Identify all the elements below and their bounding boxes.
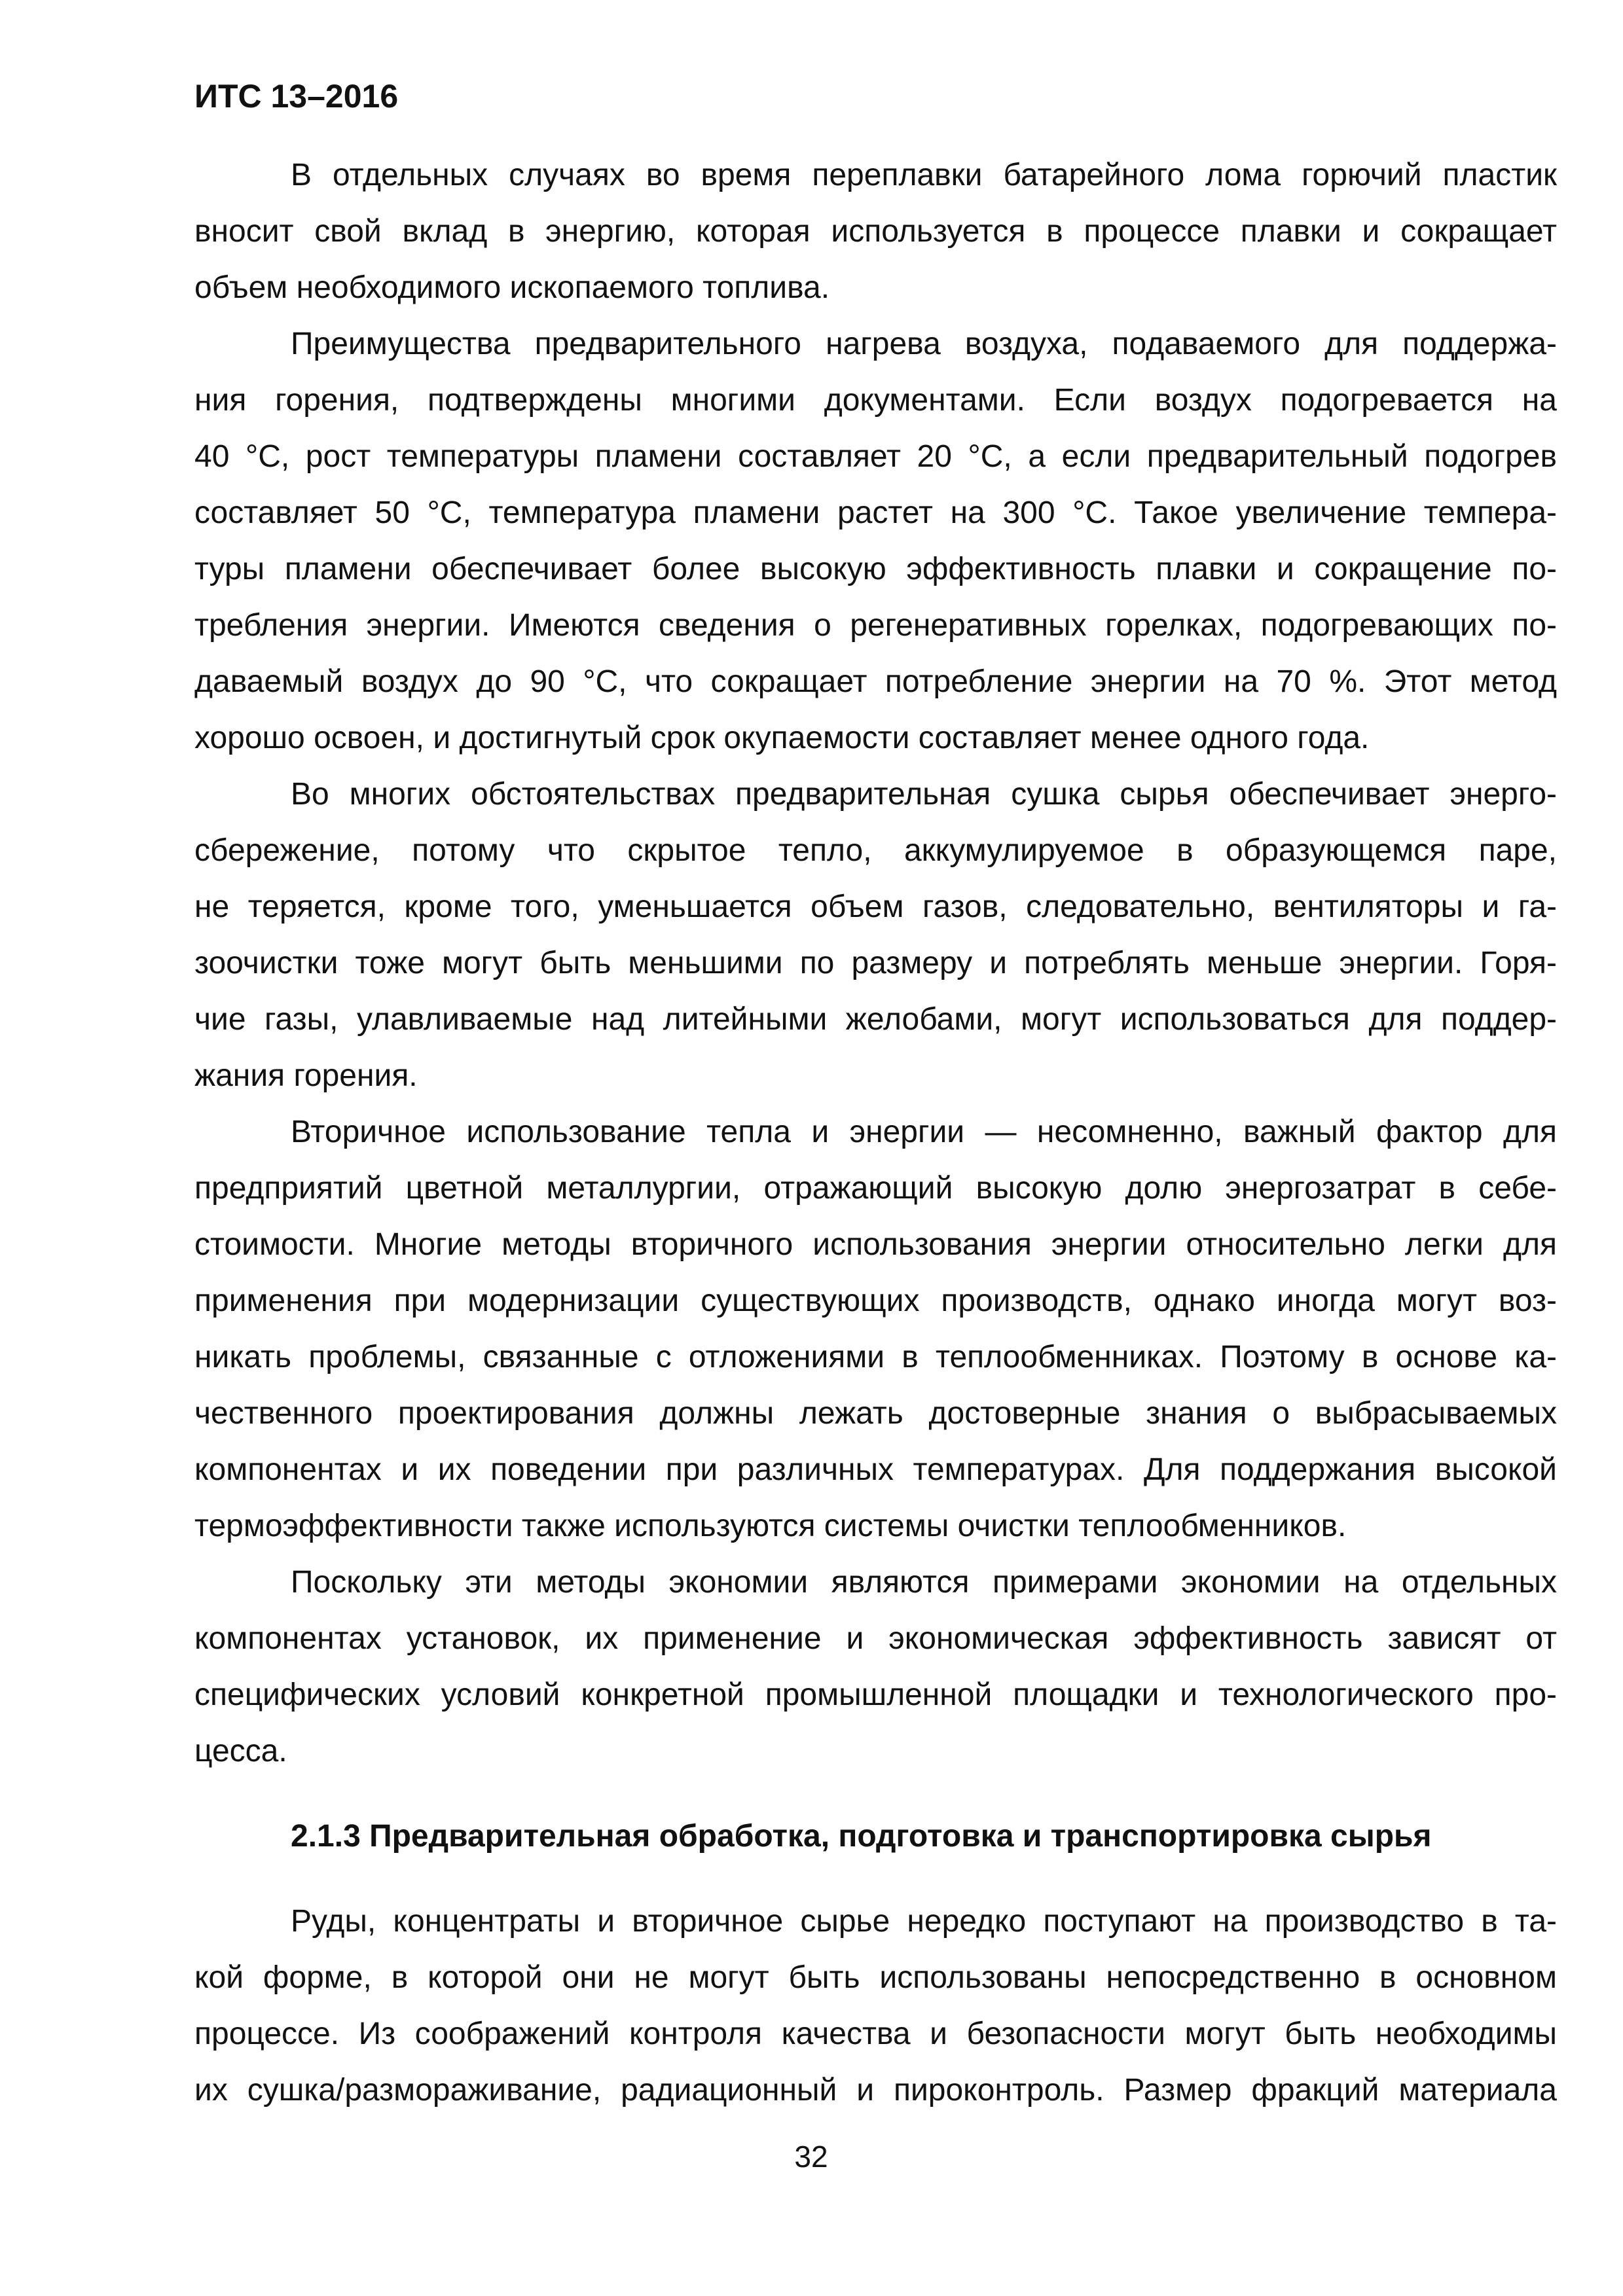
text-line: не теряется, кроме того, уменьшается объем газов, следовательно, вентиляторы и га- <box>194 889 1557 924</box>
text-line: ния горения, подтверждены многими документами. Если воздух подогревается на <box>194 383 1557 418</box>
text-line: термоэффективности также используются системы очистки теплообменников. <box>194 1509 1347 1543</box>
text-line: цесса. <box>194 1734 287 1768</box>
text-line: применения при модернизации существующих производств, однако иногда могут воз- <box>194 1283 1557 1318</box>
text-line: зоочистки тоже могут быть меньшими по размеру и потреблять меньше энергии. Горя- <box>194 946 1557 980</box>
text-line: хорошо освоен, и достигнутый срок окупаемости составляет менее одного года. <box>194 721 1370 755</box>
text-line: компонентах и их поведении при различных температурах. Для поддержания высокой <box>194 1452 1557 1487</box>
text-line: никать проблемы, связанные с отложениями в теплообменниках. Поэтому в основе ка- <box>194 1340 1557 1374</box>
text-line: специфических условий конкретной промышленной площадки и технологического про- <box>194 1677 1557 1712</box>
text-line: Поскольку эти методы экономии являются примерами экономии на отдельных <box>291 1565 1557 1600</box>
text-line: чественного проектирования должны лежать достоверные знания о выбрасываемых <box>194 1396 1557 1431</box>
text-line: Во многих обстоятельствах предварительная сушка сырья обеспечивает энерго- <box>291 777 1557 812</box>
text-line: кой форме, в которой они не могут быть использованы непосредственно в основном <box>194 1960 1557 1995</box>
text-line: вносит свой вклад в энергию, которая используется в процессе плавки и сокращает <box>194 214 1557 249</box>
text-line: жания горения. <box>194 1058 418 1093</box>
text-line: предприятий цветной металлургии, отражающий высокую долю энергозатрат в себе- <box>194 1171 1557 1206</box>
text-line: объем необходимого ископаемого топлива. <box>194 270 830 305</box>
text-line: 40 °C, рост температуры пламени составляет 20 °C, а если предварительный подогрев <box>194 439 1557 474</box>
text-line: составляет 50 °C, температура пламени растет на 300 °C. Такое увеличение темпера- <box>194 495 1557 530</box>
text-line: Преимущества предварительного нагрева воздуха, подаваемого для поддержа- <box>291 327 1557 361</box>
text-line: Руды, концентраты и вторичное сырье нередко поступают на производство в та- <box>291 1904 1557 1939</box>
text-line: процессе. Из соображений контроля качества и безопасности могут быть необходимы <box>194 2017 1557 2051</box>
text-line: их сушка/размораживание, радиационный и пироконтроль. Размер фракций материала <box>194 2073 1557 2108</box>
text-line: В отдельных случаях во время переплавки батарейного лома горючий пластик <box>291 158 1557 192</box>
text-line: стоимости. Многие методы вторичного использования энергии относительно легки для <box>194 1227 1557 1262</box>
text-line: требления энергии. Имеются сведения о регенеративных горелках, подогревающих по- <box>194 608 1557 643</box>
text-line: даваемый воздух до 90 °C, что сокращает потребление энергии на 70 %. Этот метод <box>194 664 1557 699</box>
text-line: Вторичное использование тепла и энергии — несомненно, важный фактор для <box>291 1115 1557 1149</box>
section-heading: 2.1.3 Предварительная обработка, подготовка и транспортировка сырья <box>291 1819 1432 1854</box>
text-line: туры пламени обеспечивает более высокую эффективность плавки и сокращение по- <box>194 552 1557 586</box>
page-number: 32 <box>794 2140 828 2174</box>
text-line: компонентах установок, их применение и экономическая эффективность зависят от <box>194 1621 1557 1656</box>
document-code-header: ИТС 13–2016 <box>194 78 399 115</box>
text-line: чие газы, улавливаемые над литейными желобами, могут использоваться для поддер- <box>194 1002 1557 1037</box>
text-line: сбережение, потому что скрытое тепло, аккумулируемое в образующемся паре, <box>194 833 1557 868</box>
